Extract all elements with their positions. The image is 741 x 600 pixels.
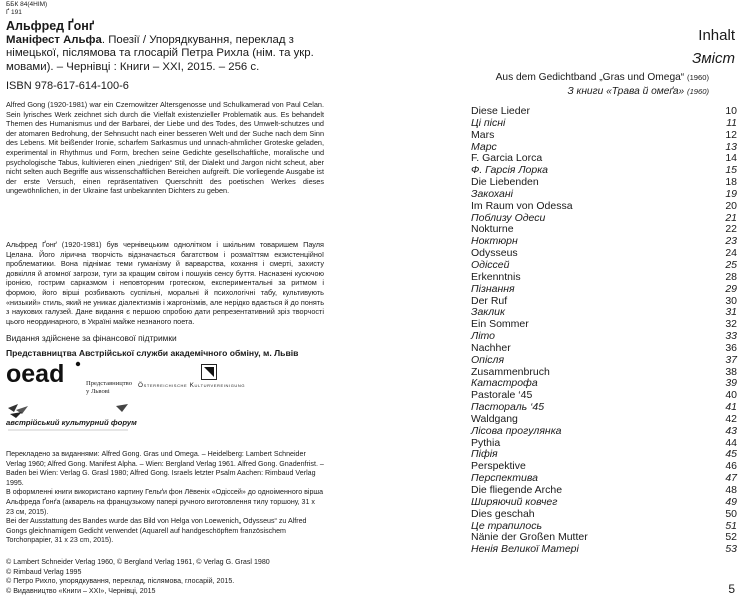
toc-entry-page: 10 (725, 105, 737, 117)
toc-entry-page: 47 (725, 472, 737, 485)
toc-entry-title: Ненія Великої Матері (471, 543, 579, 556)
toc-entry-title: Perspektive (471, 460, 526, 473)
toc-entry[interactable] (471, 343, 737, 355)
toc-entry-page: 19 (725, 187, 737, 200)
toc-entry-page: 25 (725, 258, 737, 271)
toc-entry-title: Катастрофа (471, 377, 538, 390)
credits-source-editions: Перекладено за виданнями: Alfred Gong. Gras und Omega. – Heidelberg: Lambert Schneider Verlag 1960; Alfred Gong. Manifest Alpha. – Wien: Bergland Verlag 1961. Alfred Gong. Gnadenfrist. – Baden bei Wien: Verlag G. Grasl 1980; Alfred Gong. Israels letzter Psalm Aachen: Rimbaud Verlag 1995. (6, 450, 324, 487)
toc-entry-page: 13 (725, 140, 737, 153)
toc-entry-title: Марс (471, 140, 497, 153)
toc-entry[interactable] (471, 544, 737, 556)
toc-entry[interactable] (471, 189, 737, 201)
toc-entry-title: Diese Lieder (471, 105, 530, 117)
toc-entry[interactable] (471, 355, 737, 367)
bibliographic-details: . Поезії / Упорядкування, переклад з німецької, післямова та глосарій Петра Рихла (нім. та укр. мовами). – Чернівці : Книги – XXI, 2015. – 256 с. (6, 34, 314, 73)
toc-entry-title: Пізнання (471, 282, 515, 295)
abstract-german: Alfred Gong (1920-1981) war ein Czernowitzer Altersgenosse und Schulkamerad von Paul Celan. Sein lyrisches Werk zeichnet sich durch die Vielfalt existenzieller Problematik aus. Es behandelt Themen des Humanismus und der Barbarei, der Liebe und des Todes, des Umwelt-schutzes und der atomaren Bedrohung, der Sehnsucht nach einer besseren Welt und der Suche nach dem Sinn des Lebens. Mit beißender Ironie, scharfem Sarkasmus und unnach-ahmlicher Groteske geladen, experimental in Rhythmus und Form, brechen seine Gedichte gesellschaftliche, moralische und psychologische Tabus, kultivieren einen „niedrigen“ Stil, der Dialekt und Jargon nicht scheut, aber nicht selten auch Begriffe aus wissenschaftlichen Bereichen aufgreift. Die vorliegende Ausgabe ist der erste Versuch, einen repräsentativen Querschnitt des poetischen Werkes dieses ungewöhnlichen, in der Ukraine fast unbekannten Dichters zu geben. (6, 100, 324, 196)
toc-entry-title: Опісля (471, 353, 505, 366)
toc-entry-title: Die fliegende Arche (471, 484, 563, 496)
toc-entry-page: 22 (725, 223, 737, 236)
toc-entry-page: 36 (725, 341, 737, 354)
toc-entry-page: 12 (725, 128, 737, 141)
toc-entry-title: F. Garcia Lorca (471, 152, 543, 165)
toc-entry[interactable] (471, 497, 737, 509)
toc-entry-title: Перспектива (471, 472, 538, 485)
toc-entry-page: 52 (725, 531, 737, 544)
toc-entry-page: 53 (725, 543, 737, 556)
abstract-ukrainian: Альфред Ґонґ (1920-1981) був чернівецьким одноліткoм і шкільним товаришем Пауля Целана. Його лірична творчість відзначається багатством і розмаїттям екзистенційної проблематики. Вона піднімає теми гуманізму й варварства, кохання і смерті, захисту довкілля й атомної загрози, туги за кращим світом і пошуків сенсу буття. Насназені кусючою іронією, гострим сарказмом і неповторним гротеском, експериментальні за ритмом і формою, його вірші розбивають суспільні, моральні й психологічні табу, культивують «низький» стиль, який не уникає діалектизмів і жаргонізмів, але нерідко вдається й до понять з наукових галузей. Дане видання є першою спробою дати репрезентативний зріз творчості цього неординарного, в Україні майже незнаного поета. (6, 240, 324, 326)
contents-heading-german: Inhalt (698, 27, 735, 44)
toc-entry-title: Піфія (471, 448, 498, 461)
section-heading-ukrainian (567, 86, 709, 97)
section-year-ukrainian: (1960) (687, 87, 709, 96)
toc-entry-title: Одіссей (471, 258, 510, 271)
toc-entry[interactable] (471, 438, 737, 450)
toc-entry-page: 33 (725, 330, 737, 343)
toc-entry-page: 46 (725, 460, 737, 473)
right-page (371, 0, 741, 600)
toc-entry[interactable] (471, 106, 737, 118)
toc-entry-title: Pythia (471, 436, 501, 449)
toc-entry-page: 32 (725, 318, 737, 331)
copyright-line: © Rimbaud Verlag 1995 (6, 567, 82, 576)
toc-entry-page: 38 (725, 365, 737, 378)
toc-entry[interactable] (471, 118, 737, 130)
toc-entry-page: 50 (725, 507, 737, 520)
toc-entry-title: Nokturne (471, 223, 514, 236)
toc-entry-title: Die Liebenden (471, 176, 539, 189)
copyright-block (6, 558, 324, 597)
toc-entry[interactable] (471, 296, 737, 308)
toc-entry[interactable] (471, 130, 737, 142)
page-number: 5 (728, 582, 735, 596)
credits-cover-de: Bei der Ausstattung des Bandes wurde das Bild von Helga von Loewenich„ Odysseus“ zu Alfred Gongs gleichnamigem Gedicht verwendet (Aquarell auf handgeschöpftem französischem Torchonpapier, 31 x 23 cm, 2015). (6, 517, 307, 545)
toc-entry-title: Ширяючий ковчег (471, 495, 558, 508)
representation-line-2: у Львові (86, 388, 110, 395)
toc-entry-page: 39 (725, 377, 737, 390)
author-mark: Ґ 191 (6, 9, 22, 16)
toc-entry-title: Ці пісні (471, 116, 506, 129)
toc-entry-title: Zusammenbruch (471, 365, 550, 378)
toc-entry-title: Літо (471, 330, 495, 343)
section-heading-german (496, 72, 709, 83)
oead-logo-text: oead (6, 360, 65, 386)
toc-entry[interactable] (471, 248, 737, 260)
toc-entry-page: 21 (725, 211, 737, 224)
author-name: Альфред Ґонґ (6, 19, 95, 33)
left-page (0, 0, 370, 600)
bibliographic-entry (6, 34, 324, 74)
copyright-line: © Lambert Schneider Verlag 1960, © Bergland Verlag 1961, © Verlag G. Grasl 1980 (6, 558, 270, 566)
toc-entry-title: Ф. Гарсія Лорка (471, 164, 549, 177)
toc-entry-title: Nänie der Großen Mutter (471, 531, 588, 544)
austrian-society-label: Österreichische Kulturvereinigung (138, 382, 246, 389)
toc-entry[interactable] (471, 509, 737, 521)
section-title-german: Aus dem Gedichtband „Gras und Omega“ (495, 72, 685, 83)
toc-entry-title: Поблизу Одеси (471, 211, 546, 224)
toc-entry[interactable] (471, 319, 737, 331)
toc-entry-page: 18 (725, 176, 737, 189)
toc-entry-title: Ein Sommer (471, 318, 529, 331)
toc-entry[interactable] (471, 426, 737, 438)
toc-entry-title: Pastorale ‘45 (471, 389, 533, 402)
toc-entry[interactable] (471, 272, 737, 284)
toc-entry-title: Waldgang (471, 412, 518, 425)
library-codes (6, 1, 47, 17)
representation-lines (86, 380, 132, 396)
toc-entry-page: 41 (725, 401, 737, 414)
toc-entry-title: Nachher (471, 341, 511, 354)
toc-entry-page: 29 (725, 282, 737, 295)
sponsor-name: Представництва Австрійської служби академічного обміну, м. Львів (6, 348, 299, 358)
toc-entry-page: 11 (726, 116, 737, 129)
toc-entry-page: 24 (725, 247, 737, 260)
toc-entry-page: 43 (725, 424, 737, 437)
toc-entry[interactable] (471, 201, 737, 213)
toc-entry-title: Mars (471, 128, 495, 141)
section-year-german: (1960) (687, 73, 709, 82)
oead-logo (6, 360, 82, 386)
toc-entry-page: 42 (725, 412, 737, 425)
copyright-line: © Петро Рихло, упорядкування, переклад, післямова, глосарій, 2015. (6, 577, 235, 586)
bbk-code: ББК 84(4НІМ) (6, 1, 48, 8)
forum-logo-text: австрійський культурний форум (6, 418, 137, 427)
contents-heading-ukrainian: Зміст (692, 50, 735, 67)
toc-entry-title: Odysseus (471, 247, 518, 260)
toc-entry-page: 40 (725, 389, 737, 402)
book-title: Маніфест Альфа (6, 34, 102, 46)
toc-entry-title: Der Ruf (471, 294, 508, 307)
toc-entry-page: 31 (725, 306, 737, 319)
toc-entry-page: 37 (725, 353, 737, 366)
toc-entry-page: 28 (725, 270, 737, 283)
toc-entry-page: 49 (725, 495, 737, 508)
toc-entry-title: Це трапилось (471, 519, 542, 532)
toc-entry-title: Dies geschah (471, 507, 535, 520)
translation-credits (6, 450, 324, 546)
toc-entry-page: 14 (725, 152, 737, 165)
toc-entry[interactable] (471, 284, 737, 296)
support-note: Видання здійснене за фінансової підтримки (6, 333, 177, 343)
toc-entry-page: 23 (725, 235, 737, 248)
toc-entry[interactable] (471, 414, 737, 426)
toc-entry-title: Лісова прогулянка (471, 424, 562, 437)
toc-entry-page: 44 (725, 436, 737, 449)
toc-entry-page: 45 (725, 448, 737, 461)
toc-entry-title: Пастораль ‘45 (471, 401, 545, 414)
austrian-society-emblem (201, 364, 217, 380)
toc-entry-title: Заклик (471, 306, 505, 319)
toc-entry-title: Закохані (471, 187, 513, 200)
toc-entry-title: Ноктюрн (471, 235, 518, 248)
isbn: ISBN 978-617-614-100-6 (6, 80, 129, 92)
copyright-line: © Видавництво «Книги – XXI», Чернівці, 2015 (6, 587, 156, 596)
toc-entry-page: 30 (725, 294, 737, 307)
credits-cover-uk: В оформленні книги використано картину Гельґи фон Лëвеніх «Одіссей» до одноіменного вірша Альфреда Ґонґа (акварель на французькому папері ручного виготовлення тилу торшону, 31 x 23 см, 2015). (6, 488, 324, 516)
toc-entry-title: Erkenntnis (471, 270, 521, 283)
toc-entry-page: 48 (725, 484, 737, 496)
representation-line-1: Представництво (86, 380, 133, 387)
toc-entry-page: 20 (725, 199, 737, 212)
toc-entry-page: 15 (725, 164, 737, 177)
section-title-ukrainian: З книги «Трава й омеґа» (567, 86, 685, 97)
table-of-contents (471, 106, 737, 556)
toc-entry-page: 51 (725, 519, 737, 532)
toc-entry-title: Im Raum von Odessa (471, 199, 573, 212)
